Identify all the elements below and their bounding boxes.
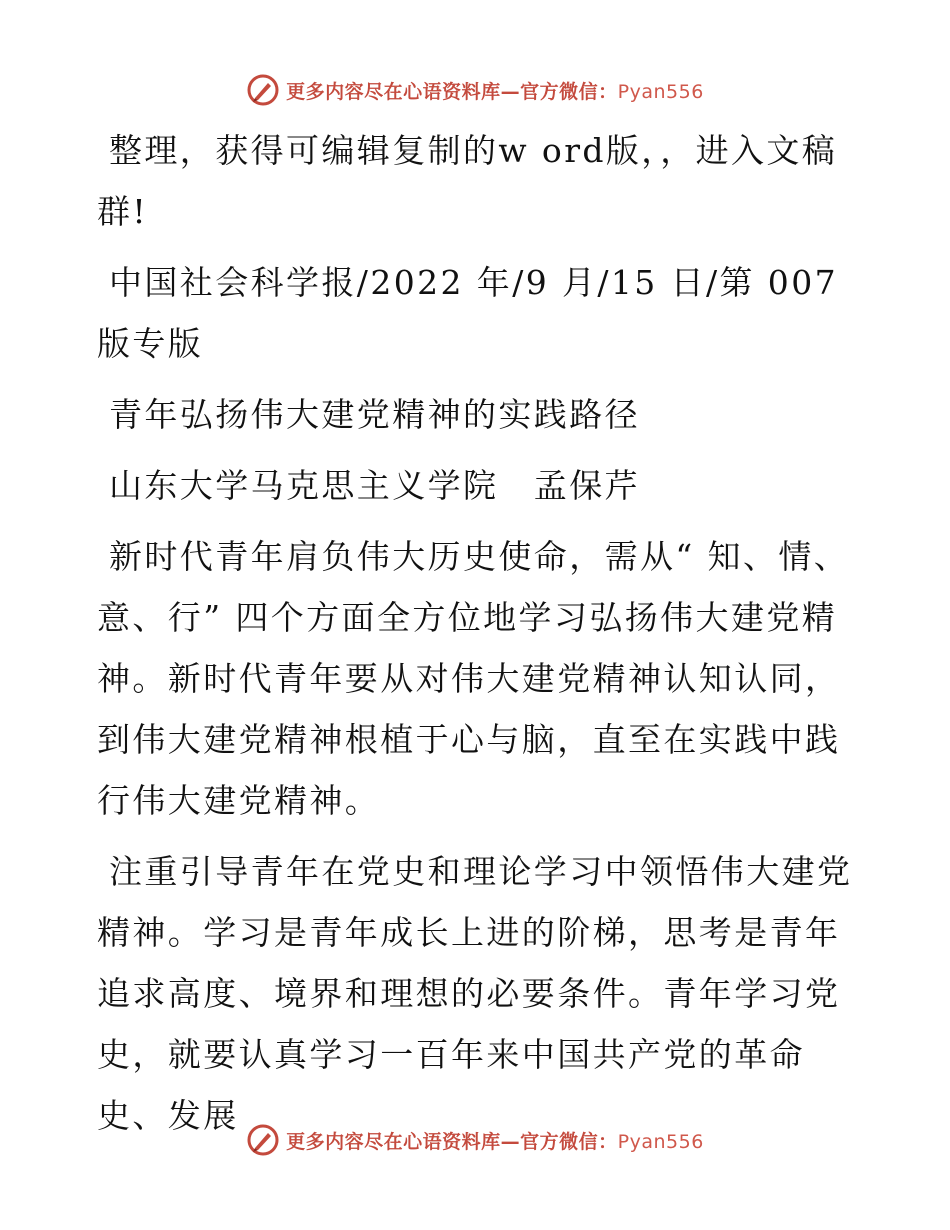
pen-logo-icon bbox=[246, 1123, 280, 1157]
paragraph-intro: 整理，获得可编辑复制的w ord版，，进入文稿群! bbox=[97, 131, 838, 231]
document-body bbox=[97, 120, 857, 1156]
watermark-text: 更多内容尽在心语资料库—官方微信：Pyan556 bbox=[286, 1130, 704, 1153]
article-author: 山东大学马克思主义学院 孟保芹 bbox=[109, 466, 640, 505]
pen-logo-icon bbox=[246, 73, 280, 107]
header-watermark bbox=[0, 70, 950, 110]
paragraph-body-2: 注重引导青年在党史和理论学习中领悟伟大建党精神。学习是青年成长上进的阶梯，思考是青年追求高度、境界和理想的必要条件。青年学习党史，就要认真学习一百年来中国共产党的革命史、发展 bbox=[97, 852, 853, 1135]
paragraph-source: 中国社会科学报/2022 年/9 月/15 日/第 007 版专版 bbox=[97, 263, 838, 363]
watermark-text: 更多内容尽在心语资料库—官方微信：Pyan556 bbox=[286, 80, 704, 103]
watermark-handle: Pyan556 bbox=[617, 1130, 704, 1153]
watermark-handle: Pyan556 bbox=[617, 80, 704, 103]
article-title: 青年弘扬伟大建党精神的实践路径 bbox=[109, 395, 640, 434]
footer-watermark bbox=[0, 1120, 950, 1160]
paragraph-body-1: 新时代青年肩负伟大历史使命，需从“ 知、情、意、行” 四个方面全方位地学习弘扬伟大建党精神。新时代青年要从对伟大建党精神认知认同，到伟大建党精神根植于心与脑，直至在实践中践行伟大建党精神。 bbox=[97, 537, 850, 820]
